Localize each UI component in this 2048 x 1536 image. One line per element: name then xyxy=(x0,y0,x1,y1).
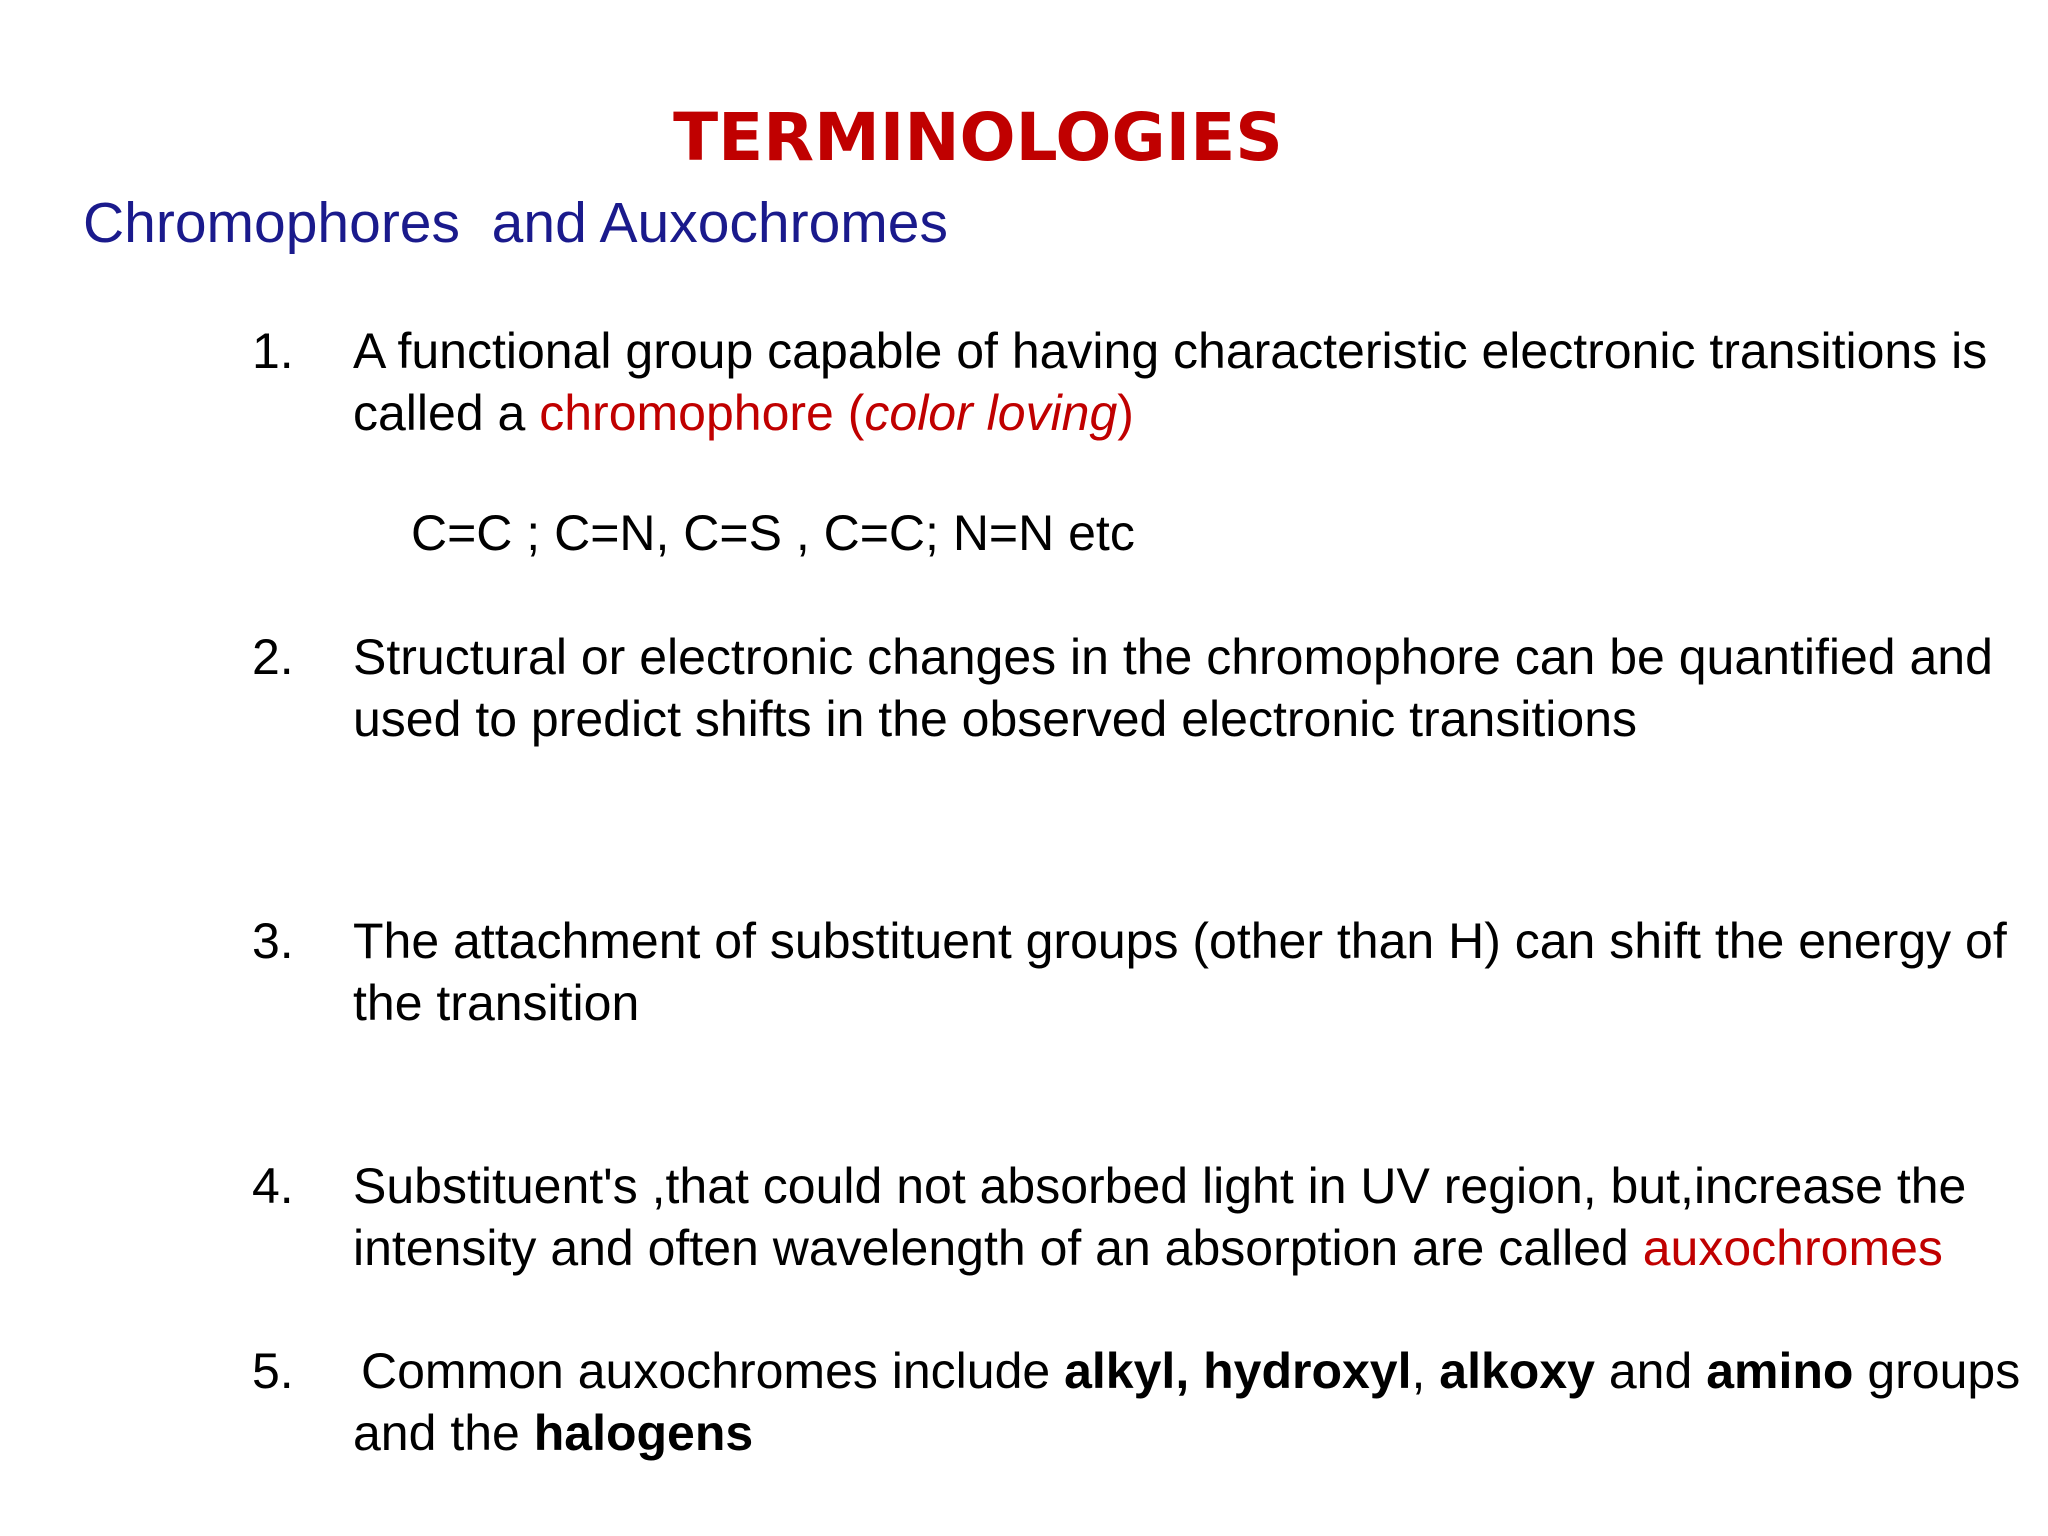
color-loving-italic: color loving xyxy=(864,385,1118,441)
bold-term-halogens: halogens xyxy=(533,1405,754,1461)
auxochromes-term: auxochromes xyxy=(1642,1220,1943,1276)
item-text-segment: groups and the xyxy=(353,1343,2021,1461)
item-text-segment: , xyxy=(1411,1343,1440,1399)
item-text-segment: A functional group capable of having characteristic electronic transitions is called a xyxy=(353,323,1988,441)
slide-title: TERMINOLOGIES xyxy=(673,99,1283,176)
chromophore-term: chromophore xyxy=(539,385,834,441)
list-item-number: 3. xyxy=(252,913,294,969)
list-item-number: 1. xyxy=(252,323,294,379)
list-item-text: Structural or electronic changes in the chromophore can be quantified and used to predict shifts in the observed electronic transitions xyxy=(353,629,1993,747)
bold-term-alkyl-hydroxyl: alkyl, hydroxyl xyxy=(1064,1343,1412,1399)
list-item-text xyxy=(353,320,2043,444)
bold-term-alkoxy: alkoxy xyxy=(1439,1343,1595,1399)
item-text-segment: Substituent's ,that could not absorbed light in UV region, but,increase the intensity and often wavelength of an absorption are called xyxy=(353,1158,1967,1276)
list-item-number: 4. xyxy=(252,1158,294,1214)
list-item-number: 2. xyxy=(252,629,294,685)
paren-close: ) xyxy=(1117,385,1134,441)
chromophore-examples: C=C ; C=N, C=S , C=C; N=N etc xyxy=(411,505,1135,561)
paren-open: ( xyxy=(833,385,865,441)
slide-subtitle: Chromophores and Auxochromes xyxy=(83,191,948,255)
list-item-number: 5. xyxy=(252,1343,294,1399)
bold-term-amino: amino xyxy=(1706,1343,1854,1399)
item-text-segment: and xyxy=(1594,1343,1707,1399)
item-text-segment: Common auxochromes include xyxy=(361,1343,1065,1399)
list-item-text xyxy=(353,1155,2043,1279)
list-item-text: The attachment of substituent groups (other than H) can shift the energy of the transition xyxy=(353,913,2007,1031)
list-item-text xyxy=(353,1340,2043,1464)
